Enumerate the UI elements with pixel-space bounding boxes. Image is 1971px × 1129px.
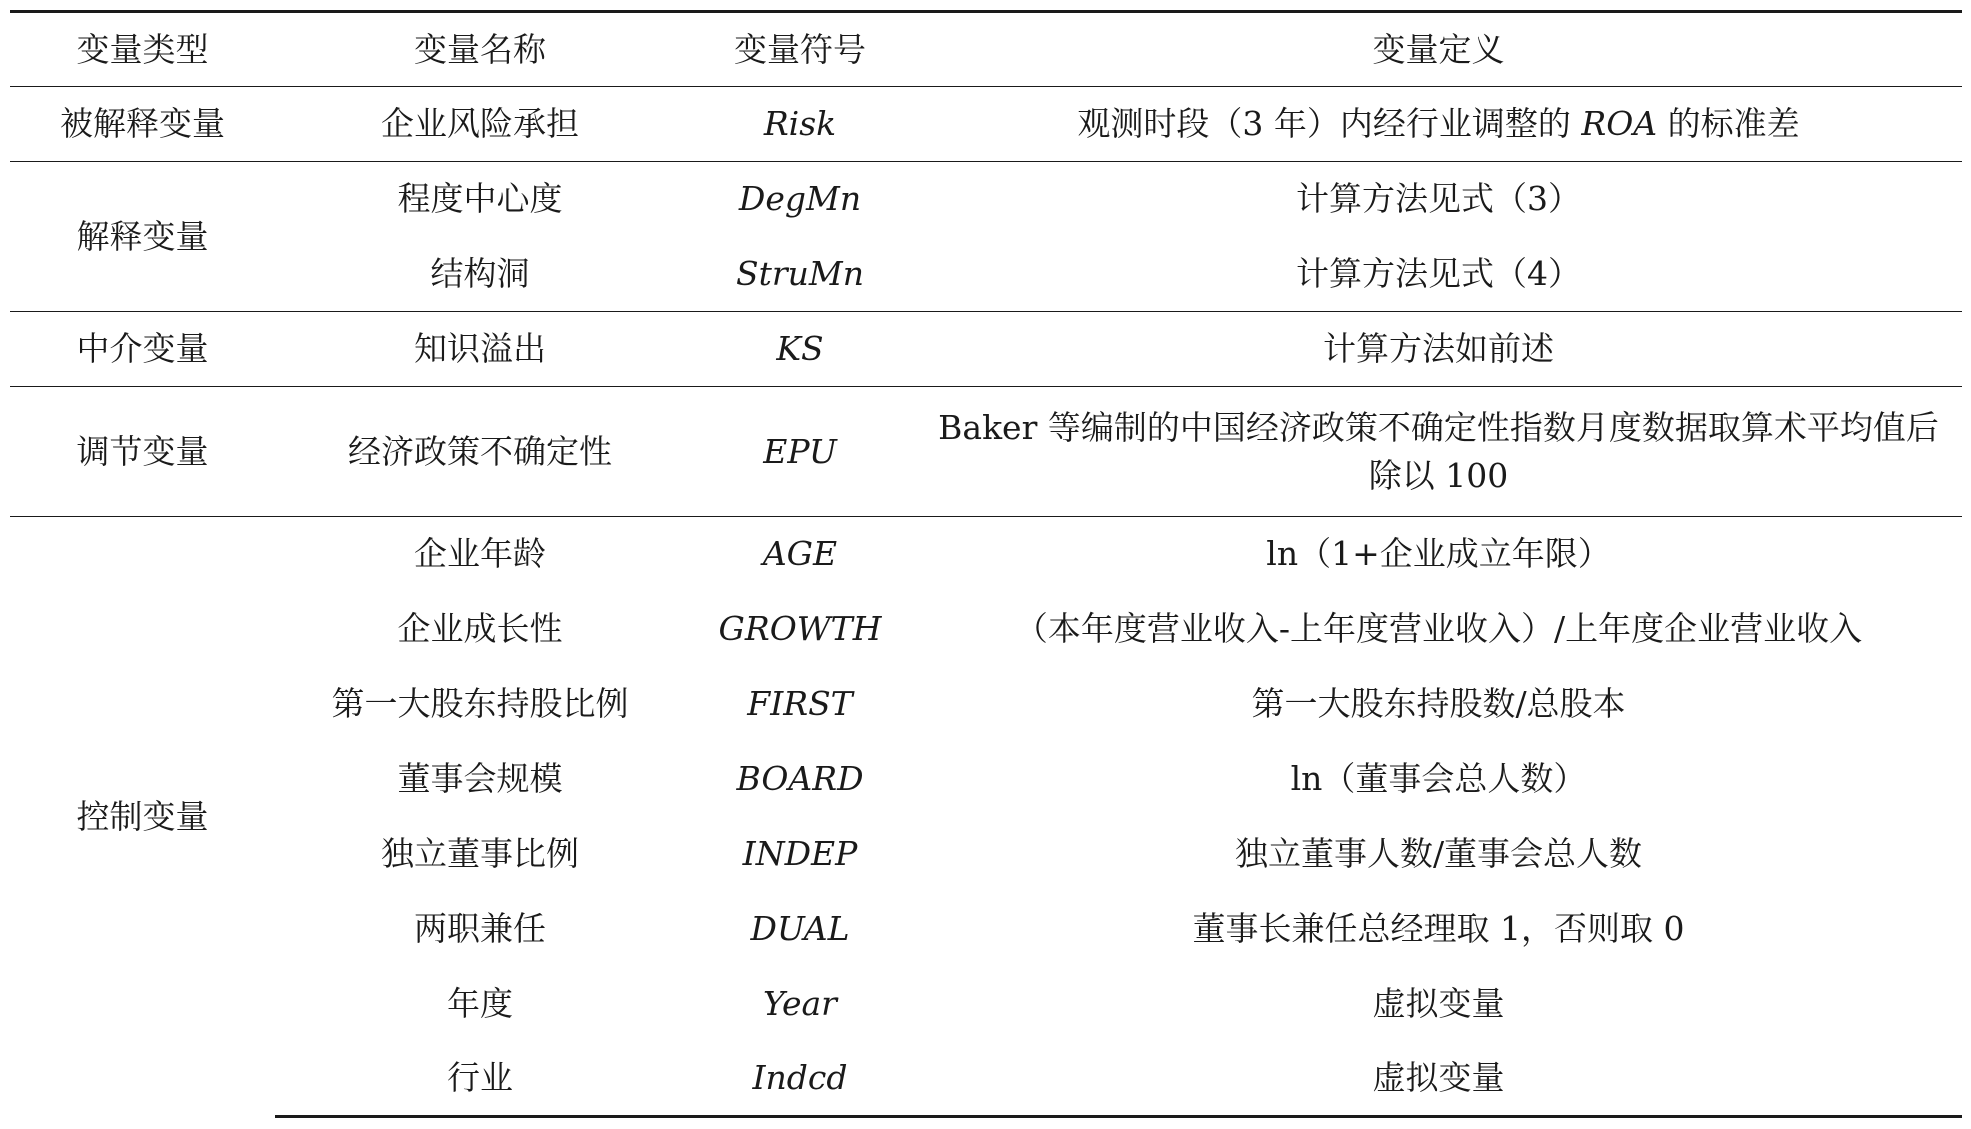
variable-definition: 独立董事人数/董事会总人数 — [1234, 834, 1643, 874]
variable-symbol: EPU — [685, 387, 915, 517]
variable-name: 经济政策不确定性 — [275, 387, 685, 517]
definition-text-post: 的标准差 — [1657, 104, 1800, 144]
variable-name: 企业年龄 — [275, 517, 685, 592]
group-label-mediator: 中介变量 — [10, 312, 275, 387]
variable-name: 两职兼任 — [414, 909, 546, 949]
variable-symbol: INDEP — [742, 834, 858, 874]
variable-definition: 虚拟变量 — [915, 1042, 1962, 1117]
variable-definition: （本年度营业收入-上年度营业收入）/上年度企业营业收入 — [1014, 609, 1863, 649]
table-body — [10, 87, 1962, 1117]
variable-name: 第一大股东持股比例 — [331, 684, 629, 724]
variable-symbol: DUAL — [750, 909, 850, 949]
header-variable-definition: 变量定义 — [915, 12, 1962, 87]
variable-symbol: Year — [763, 984, 837, 1024]
variable-symbol: StruMn — [736, 253, 864, 293]
variable-symbol: KS — [685, 312, 915, 387]
definition-text-pre: 观测时段（3 年）内经行业调整的 — [1077, 104, 1582, 144]
table-row — [10, 1042, 1962, 1117]
variable-definition: 计算方法如前述 — [915, 312, 1962, 387]
variable-definition-table-container — [10, 10, 1962, 1118]
variable-name: 独立董事比例 — [381, 834, 579, 874]
table-row — [10, 162, 1962, 237]
variable-definition: 计算方法见式（3） — [915, 162, 1962, 237]
variable-symbol: GROWTH — [718, 609, 882, 649]
variable-name: 程度中心度 — [275, 162, 685, 237]
variable-symbol: FIRST — [747, 684, 853, 724]
variable-symbol: BOARD — [736, 759, 864, 799]
variable-name: 企业风险承担 — [275, 87, 685, 162]
variable-symbol: DegMn — [685, 162, 915, 237]
header-variable-type: 变量类型 — [10, 12, 275, 87]
variable-name: 企业成长性 — [397, 609, 563, 649]
table-row — [10, 667, 1962, 742]
variable-symbol: Indcd — [685, 1042, 915, 1117]
variable-definition: 虚拟变量 — [1372, 984, 1505, 1024]
group-label-control: 控制变量 — [10, 517, 275, 1117]
group-label-explained: 被解释变量 — [10, 87, 275, 162]
table-row — [10, 967, 1962, 1042]
variable-definition: Baker 等编制的中国经济政策不确定性指数月度数据取算术平均值后除以 100 — [915, 387, 1962, 517]
variable-definition: ln（1+企业成立年限） — [915, 517, 1962, 592]
variable-name: 行业 — [275, 1042, 685, 1117]
group-label-moderator: 调节变量 — [10, 387, 275, 517]
variable-definition — [915, 87, 1962, 162]
table-row — [10, 592, 1962, 667]
table-row — [10, 387, 1962, 517]
group-label-explanatory: 解释变量 — [10, 162, 275, 312]
variable-definition: ln（董事会总人数） — [1290, 759, 1587, 799]
variable-name: 董事会规模 — [397, 759, 563, 799]
table-row — [10, 742, 1962, 817]
variable-definition: 计算方法见式（4） — [1296, 253, 1581, 293]
variable-symbol: Risk — [685, 87, 915, 162]
table-row — [10, 312, 1962, 387]
variable-definition: 第一大股东持股数/总股本 — [1251, 684, 1626, 724]
variable-definition: 董事长兼任总经理取 1，否则取 0 — [1192, 909, 1685, 949]
table-row — [10, 817, 1962, 892]
definition-symbol: ROA — [1581, 104, 1658, 144]
table-row — [10, 87, 1962, 162]
header-row — [10, 12, 1962, 87]
variable-name: 结构洞 — [430, 253, 530, 293]
variable-symbol: AGE — [685, 517, 915, 592]
header-variable-name: 变量名称 — [275, 12, 685, 87]
variable-name: 年度 — [447, 984, 513, 1024]
table-row — [10, 517, 1962, 592]
variable-definition-table — [10, 10, 1962, 1118]
table-header — [10, 12, 1962, 87]
header-variable-symbol: 变量符号 — [685, 12, 915, 87]
table-row — [10, 237, 1962, 312]
variable-name: 知识溢出 — [275, 312, 685, 387]
table-row — [10, 892, 1962, 967]
